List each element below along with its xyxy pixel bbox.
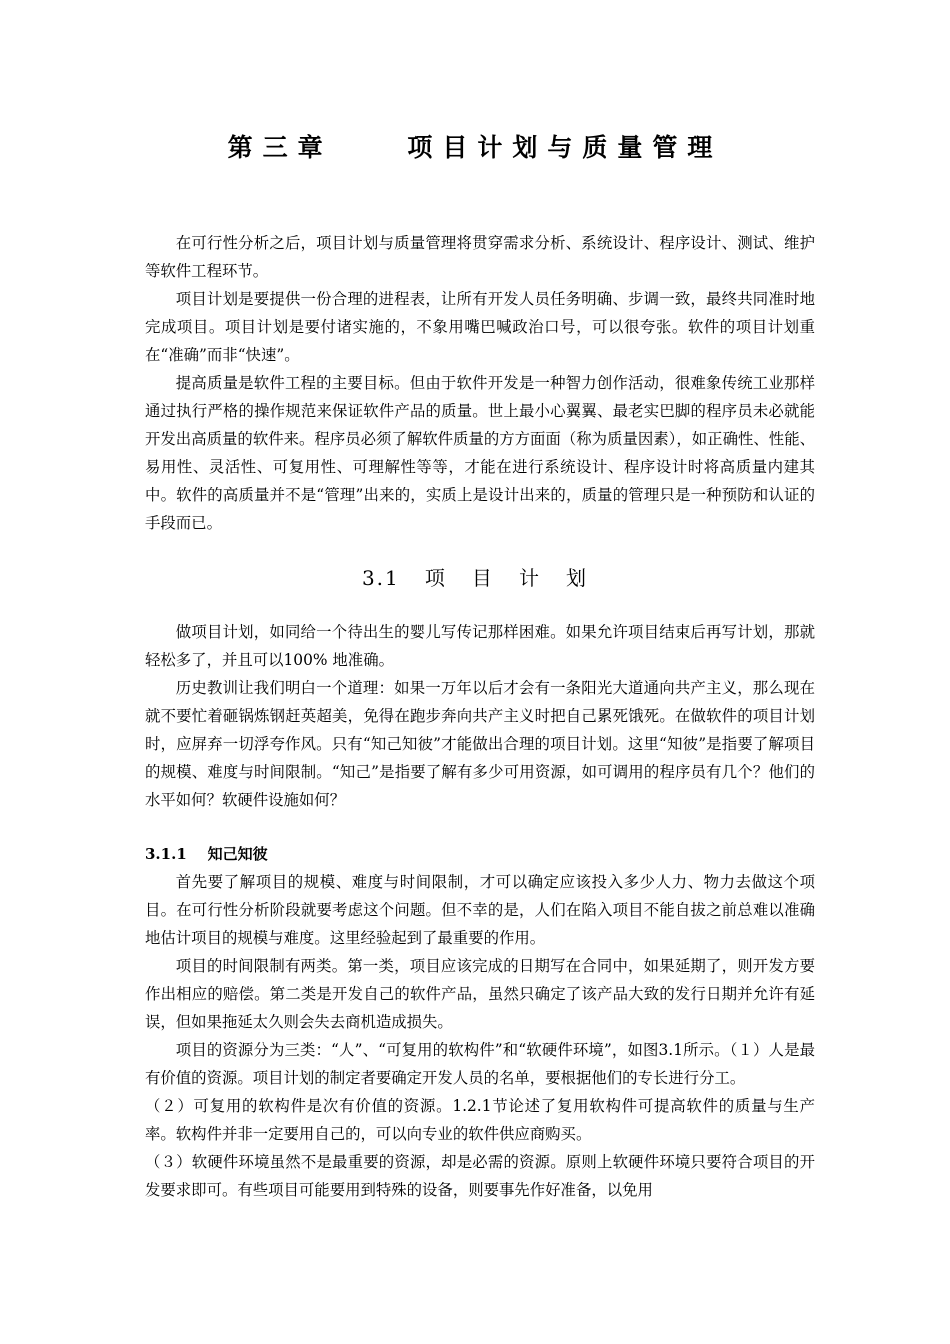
subsection-paragraph: 项目的时间限制有两类。第一类，项目应该完成的日期写在合同中，如果延期了，则开发方要作出相应的赔偿。第二类是开发自己的软件产品，虽然只确定了该产品大致的发行日期并允许有延误，但如果拖延太久则会失去商机造成损失。	[145, 957, 815, 1031]
intro-paragraph: 在可行性分析之后，项目计划与质量管理将贯穿需求分析、系统设计、程序设计、测试、维护等软件工程环节。	[145, 234, 815, 280]
section-paragraph: 做项目计划，如同给一个待出生的婴儿写传记那样困难。如果允许项目结束后再写计划，那就轻松多了，并且可以100% 地准确。	[145, 623, 815, 669]
subsection-3-1-1-text	[145, 868, 815, 1204]
intro-paragraph: 项目计划是要提供一份合理的进程表，让所有开发人员任务明确、步调一致，最终共同准时地完成项目。项目计划是要付诸实施的，不象用嘴巴喊政治口号，可以很夸张。软件的项目计划重在“准确”而非“快速”。	[145, 290, 815, 364]
resource-item: （３）软硬件环境虽然不是最重要的资源，却是必需的资源。原则上软硬件环境只要符合项目的开发要求即可。有些项目可能要用到特殊的设备，则要事先作好准备，以免用	[145, 1153, 815, 1199]
section-paragraph: 历史教训让我们明白一个道理：如果一万年以后才会有一条阳光大道通向共产主义，那么现在就不要忙着砸锅炼钢赶英超美，免得在跑步奔向共产主义时把自己累死饿死。在做软件的项目计划时，应屏弃一切浮夸作风。只有“知己知彼”才能做出合理的项目计划。这里“知彼”是指要了解项目的规模、难度与时间限制。“知己”是指要了解有多少可用资源，如可调用的程序员有几个？他们的水平如何？软硬件设施如何？	[145, 679, 815, 809]
section-title: 3.1 项 目 计 划	[361, 566, 589, 590]
intro-text	[145, 229, 815, 537]
resource-item: （２）可复用的软构件是次有价值的资源。1.2.1节论述了复用软构件可提高软件的质量与生产率。软构件并非一定要用自己的，可以向专业的软件供应商购买。	[145, 1097, 815, 1143]
section-3-1-text	[145, 618, 815, 814]
intro-paragraph: 提高质量是软件工程的主要目标。但由于软件开发是一种智力创作活动，很难象传统工业那样通过执行严格的操作规范来保证软件产品的质量。世上最小心翼翼、最老实巴脚的程序员未必就能开发出高质量的软件来。程序员必须了解软件质量的方方面面（称为质量因素），如正确性、性能、易用性、灵活性、可复用性、可理解性等等，才能在进行系统设计、程序设计时将高质量内建其中。软件的高质量并不是“管理”出来的，实质上是设计出来的，质量的管理只是一种预防和认证的手段而已。	[145, 374, 815, 532]
chapter-title: 第三章 项目计划与质量管理	[227, 133, 723, 162]
subsection-paragraph: 首先要了解项目的规模、难度与时间限制，才可以确定应该投入多少人力、物力去做这个项目。在可行性分析阶段就要考虑这个问题。但不幸的是，人们在陷入项目不能自拔之前总难以准确地估计项目的规模与难度。这里经验起到了最重要的作用。	[145, 873, 815, 947]
subsection-title: 3.1.1 知己知彼	[145, 845, 268, 863]
subsection-paragraph: 项目的资源分为三类：“人”、“可复用的软构件”和“软硬件环境”，如图3.1所示。（１）人是最有价值的资源。项目计划的制定者要确定开发人员的名单，要根据他们的专长进行分工。	[145, 1041, 815, 1087]
